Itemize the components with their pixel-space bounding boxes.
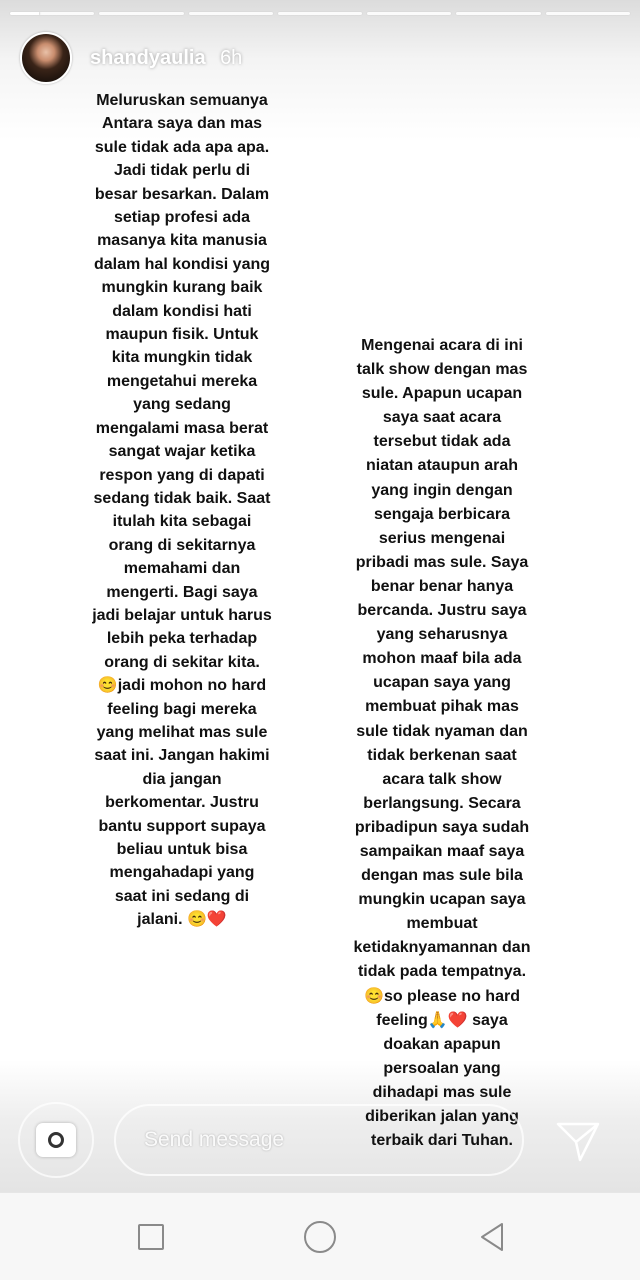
triangle-back-icon xyxy=(477,1221,507,1253)
progress-segment xyxy=(10,12,94,15)
square-icon xyxy=(138,1224,164,1250)
progress-segment-fill xyxy=(10,12,39,15)
story-text-left: Meluruskan semuanya Antara saya dan mas sule tidak ada apa apa. Jadi tidak perlu di besar besarkan. Dalam setiap profesi ada masanya kita manusia dalam hal kondisi yang mungkin kurang baik dalam kondisi hati maupun fisik. Untuk kita mungkin tidak mengetahui mereka yang sedang mengalami masa berat sangat wajar ketika respon yang di dapati sedang tidak baik. Saat itulah kita sebagai orang di sekitarnya memahami dan mengerti. Bagi saya jadi belajar untuk harus lebih peka terhadap orang di sekitar kita. 😊jadi mohon no hard feeling bagi mereka yang melihat mas sule saat ini. Jangan hakimi dia jangan berkomentar. Justru bantu support supaya beliau untuk bisa mengahadapi yang saat ini sedang di jalani. 😊❤️ xyxy=(92,92,272,929)
send-message-placeholder: Send message xyxy=(144,1128,285,1151)
recent-apps-button[interactable] xyxy=(133,1219,169,1255)
progress-segment xyxy=(99,12,183,15)
camera-icon xyxy=(36,1123,76,1157)
progress-segment xyxy=(278,12,362,15)
home-button[interactable] xyxy=(302,1219,338,1255)
progress-segment xyxy=(546,12,630,15)
story-text-right: Mengenai acara di ini talk show dengan mas sule. Apapun ucapan saya saat acara tersebut tidak ada niatan ataupun arah yang ingin dengan sengaja berbicara serius mengenai pribadi mas sule. Saya benar benar hanya bercanda. Justru saya yang seharusnya mohon maaf bila ada ucapan saya yang membuat pihak mas sule tidak nyaman dan tidak berkenan saat acara talk show berlangsung. Secara pribadipun saya sudah sampaikan maaf saya dengan mas sule bila mungkin ucapan saya membuat ketidaknyamannan dan tidak pada tempatnya. 😊so please no hard feeling🙏❤️ saya doakan apapun persoalan yang dihadapi mas sule diberikan jalan yang terbaik dari Tuhan. xyxy=(353,337,531,1150)
system-nav-bar xyxy=(0,1192,640,1280)
avatar[interactable] xyxy=(20,32,72,84)
paper-plane-icon xyxy=(552,1114,604,1166)
story-header xyxy=(20,32,242,84)
progress-segment xyxy=(456,12,540,15)
progress-segment xyxy=(189,12,273,15)
circle-icon xyxy=(304,1221,336,1253)
reply-bar xyxy=(0,1100,640,1180)
story-progress-bar xyxy=(10,12,630,15)
camera-button[interactable] xyxy=(18,1102,94,1178)
send-button[interactable] xyxy=(552,1114,604,1166)
story-timestamp: 6h xyxy=(220,46,243,69)
send-message-input[interactable] xyxy=(114,1104,524,1176)
progress-segment xyxy=(367,12,451,15)
username[interactable]: shandyaulia xyxy=(90,46,206,69)
back-button[interactable] xyxy=(474,1219,510,1255)
